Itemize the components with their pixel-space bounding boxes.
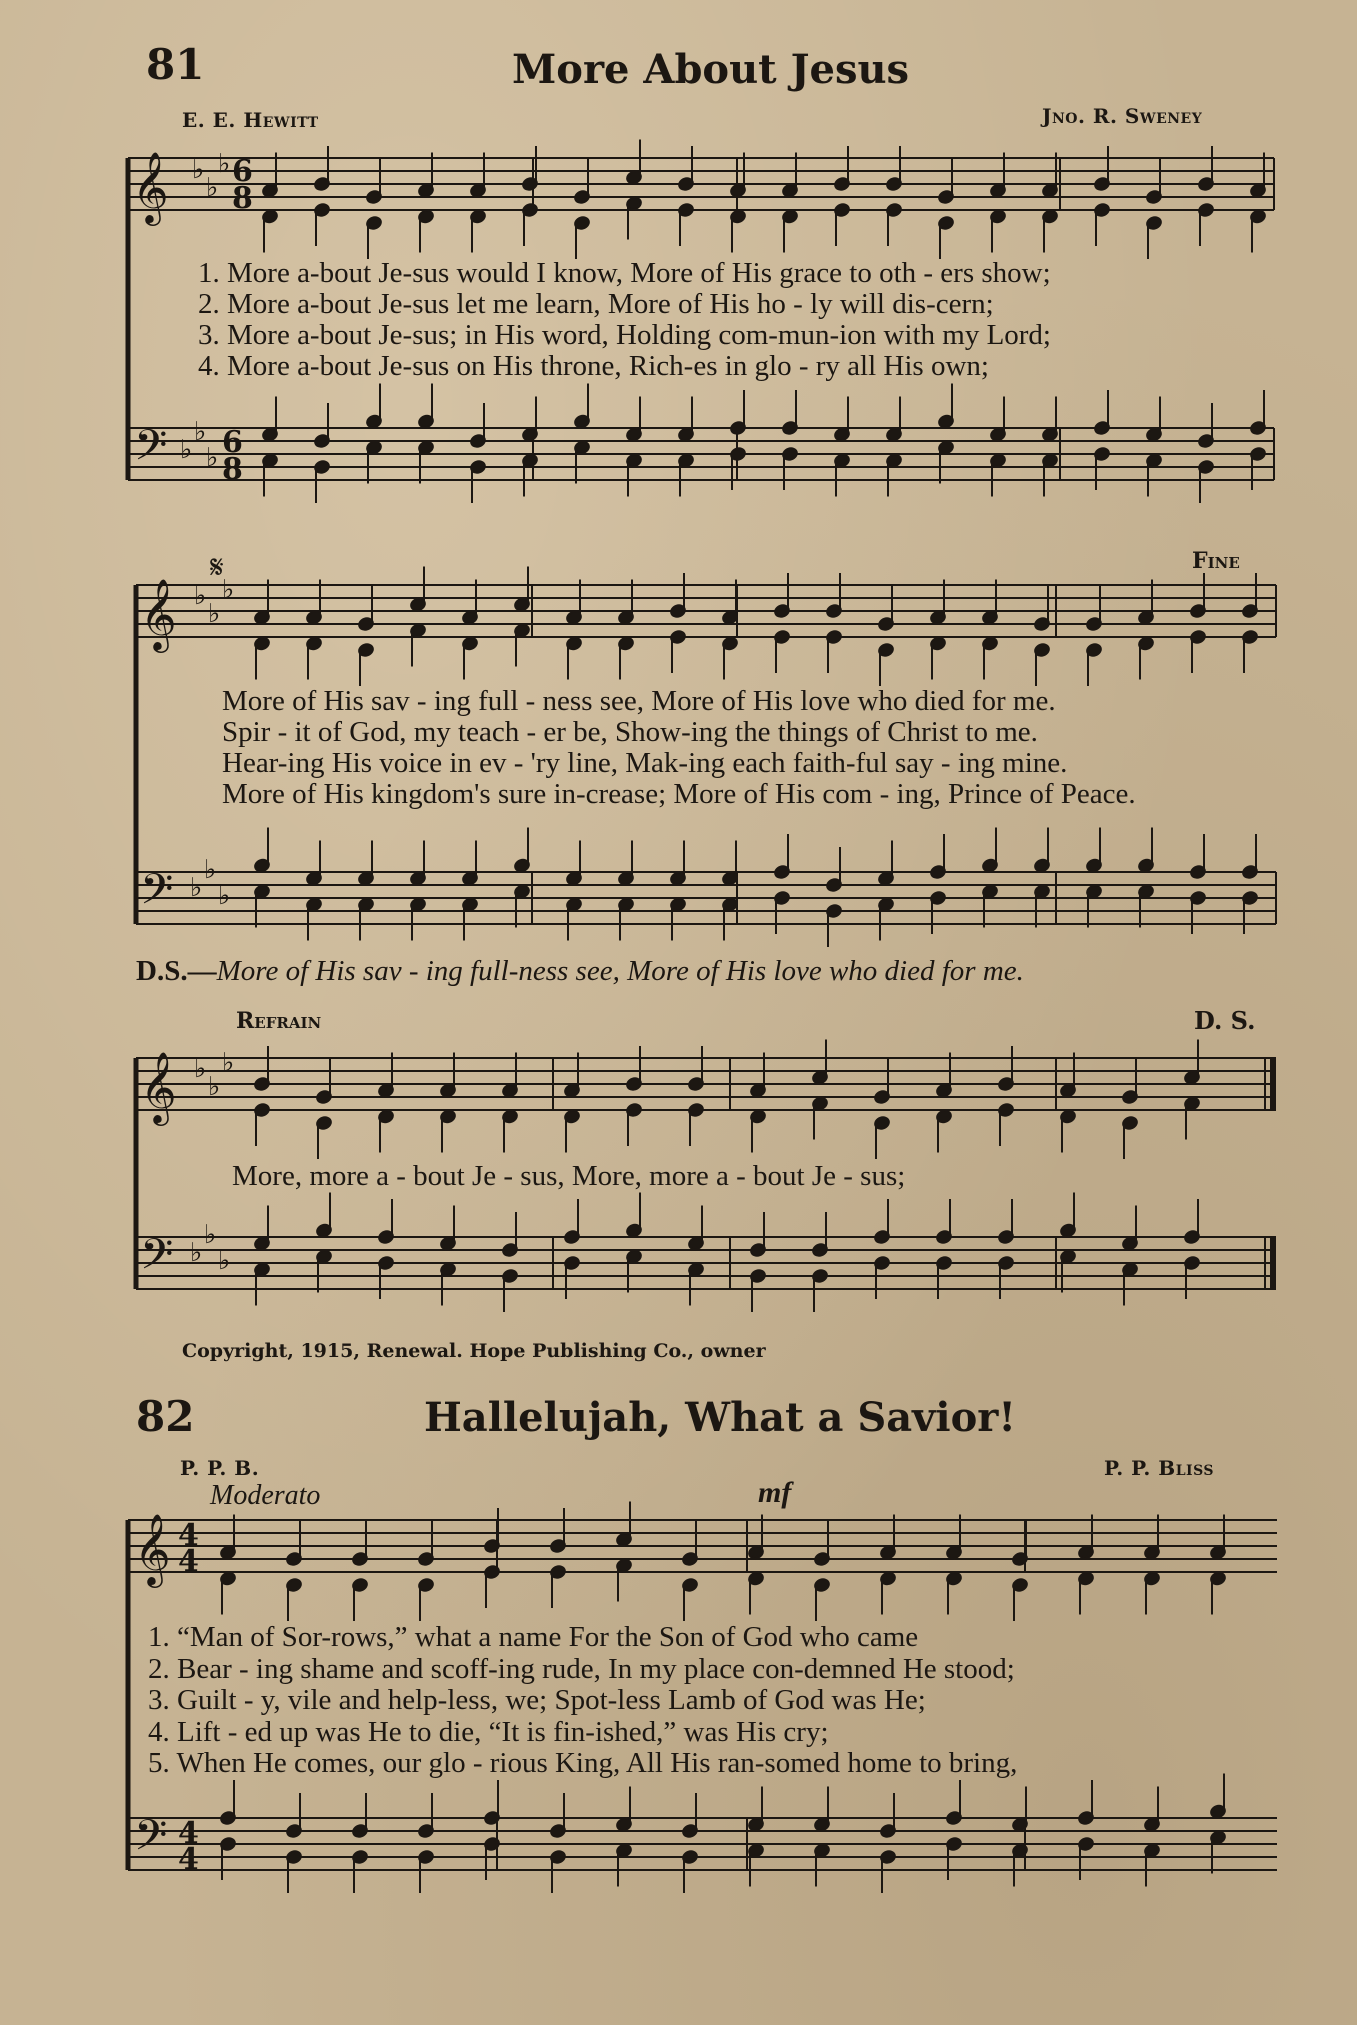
svg-text:♭: ♭ — [208, 599, 221, 629]
tempo-marking: Moderato — [210, 1480, 321, 1511]
svg-text:♭: ♭ — [190, 873, 203, 903]
svg-text:8: 8 — [232, 181, 253, 216]
verse-line: 1. “Man of Sor-rows,” what a name For the Son of God who came — [148, 1621, 919, 1653]
verse-line: 2. Bear - ing shame and scoff-ing rude, In my place con-demned He stood; — [148, 1652, 1015, 1685]
system-3-treble-staff — [136, 1058, 1276, 1110]
bass-clef-icon: 𝄢 — [140, 1230, 174, 1290]
system-2-treble-staff — [136, 585, 1276, 637]
svg-text:8: 8 — [222, 452, 243, 487]
verse-line: Spir - it of God, my teach - er be, Show-ing the things of Christ to me. — [222, 716, 1038, 748]
ds-return-line — [136, 955, 1024, 988]
svg-text:♭: ♭ — [194, 1054, 207, 1084]
hymn-81-composer: Jno. R. Sweney — [1042, 104, 1203, 128]
svg-text:4: 4 — [178, 1816, 199, 1851]
treble-clef-icon: 𝄞 — [140, 1050, 177, 1123]
system-3-bass-staff — [136, 1237, 1276, 1289]
refrain-lyric: More, more a - bout Je - sus, More, more a - bout Je - sus; — [232, 1160, 906, 1192]
svg-text:♭: ♭ — [194, 581, 207, 611]
svg-text:♭: ♭ — [218, 149, 231, 179]
svg-text:♭: ♭ — [218, 1246, 231, 1276]
refrain-repeat-barline — [1265, 1058, 1273, 1289]
verse-line: 3. More a-bout Je-sus; in His word, Holding com-mun-ion with my Lord; — [198, 319, 1051, 351]
hymn-81-number: 81 — [146, 40, 205, 89]
svg-text:♭: ♭ — [206, 443, 219, 473]
verse-line: 4. Lift - ed up was He to die, “It is fin-ished,” was His cry; — [148, 1715, 829, 1748]
treble-clef-icon: 𝄞 — [132, 150, 169, 223]
ds-marker: D. S. — [1194, 1006, 1256, 1035]
verse-line: 3. Guilt - y, vile and help-less, we; Spot-less Lamb of God was He; — [148, 1684, 926, 1716]
svg-text:♭: ♭ — [206, 173, 219, 203]
svg-text:6: 6 — [222, 425, 243, 460]
hymn-82-title: Hallelujah, What a Savior! — [424, 1394, 1016, 1441]
svg-text:♭: ♭ — [180, 435, 193, 465]
svg-text:4: 4 — [178, 1518, 199, 1553]
bass-clef-icon: 𝄢 — [134, 1811, 168, 1871]
hymn-82-verses — [148, 1622, 1278, 1780]
svg-text:♭: ♭ — [190, 1238, 203, 1268]
bass-clef-icon: 𝄢 — [140, 865, 174, 925]
verse-line: 5. When He comes, our glo - rious King, All His ran-somed home to bring, — [148, 1747, 1018, 1779]
verse-line: 2. More a-bout Je-sus let me learn, More of His ho - ly will dis-cern; — [198, 288, 994, 320]
svg-text:4: 4 — [178, 1544, 199, 1579]
treble-clef-icon: 𝄞 — [140, 577, 177, 650]
verse-line: More of His sav - ing full - ness see, More of His love who died for me. — [222, 685, 1056, 717]
svg-text:♭: ♭ — [204, 855, 217, 885]
svg-text:6: 6 — [232, 154, 253, 189]
svg-text:♭: ♭ — [192, 155, 205, 185]
fine-marker: Fine — [1192, 548, 1240, 574]
treble-clef-icon: 𝄞 — [134, 1512, 171, 1585]
hymn-81-line-2-verses — [222, 686, 1277, 810]
hymn-81-title: More About Jesus — [512, 46, 910, 93]
hymn-81-lyricist: E. E. Hewitt — [182, 108, 319, 132]
svg-text:♭: ♭ — [222, 575, 235, 605]
ds-lyric: More of His sav - ing full-ness see, More of His love who died for me. — [216, 955, 1024, 987]
svg-text:♭: ♭ — [208, 1072, 221, 1102]
hymn-82-lyricist: P. P. B. — [180, 1456, 260, 1480]
ds-prefix: D.S.— — [136, 955, 217, 987]
hymn-81-line-1-verses — [198, 258, 1268, 382]
dynamic-marking: mf — [758, 1476, 792, 1509]
svg-text:♭: ♭ — [204, 1220, 217, 1250]
verse-line: 1. More a-bout Je-sus would I know, More of His grace to oth - ers show; — [198, 257, 1051, 289]
svg-text:♭: ♭ — [218, 881, 231, 911]
segno-icon: 𝄋 — [210, 548, 224, 586]
hymn-82-composer: P. P. Bliss — [1104, 1456, 1215, 1480]
verse-line: More of His kingdom's sure in-crease; More of His com - ing, Prince of Peace. — [222, 778, 1136, 810]
svg-text:♭: ♭ — [222, 1048, 235, 1078]
svg-text:4: 4 — [178, 1842, 199, 1877]
bass-clef-icon: 𝄢 — [134, 421, 168, 481]
copyright-notice: Copyright, 1915, Renewal. Hope Publishing Co., owner — [182, 1340, 766, 1362]
refrain-label: Refrain — [236, 1008, 322, 1034]
hymn-82-number: 82 — [136, 1392, 195, 1441]
svg-text:♭: ♭ — [194, 417, 207, 447]
verse-line: 4. More a-bout Je-sus on His throne, Rich-es in glo - ry all His own; — [198, 350, 989, 382]
verse-line: Hear-ing His voice in ev - 'ry line, Mak-ing each faith-ful say - ing mine. — [222, 747, 1068, 779]
